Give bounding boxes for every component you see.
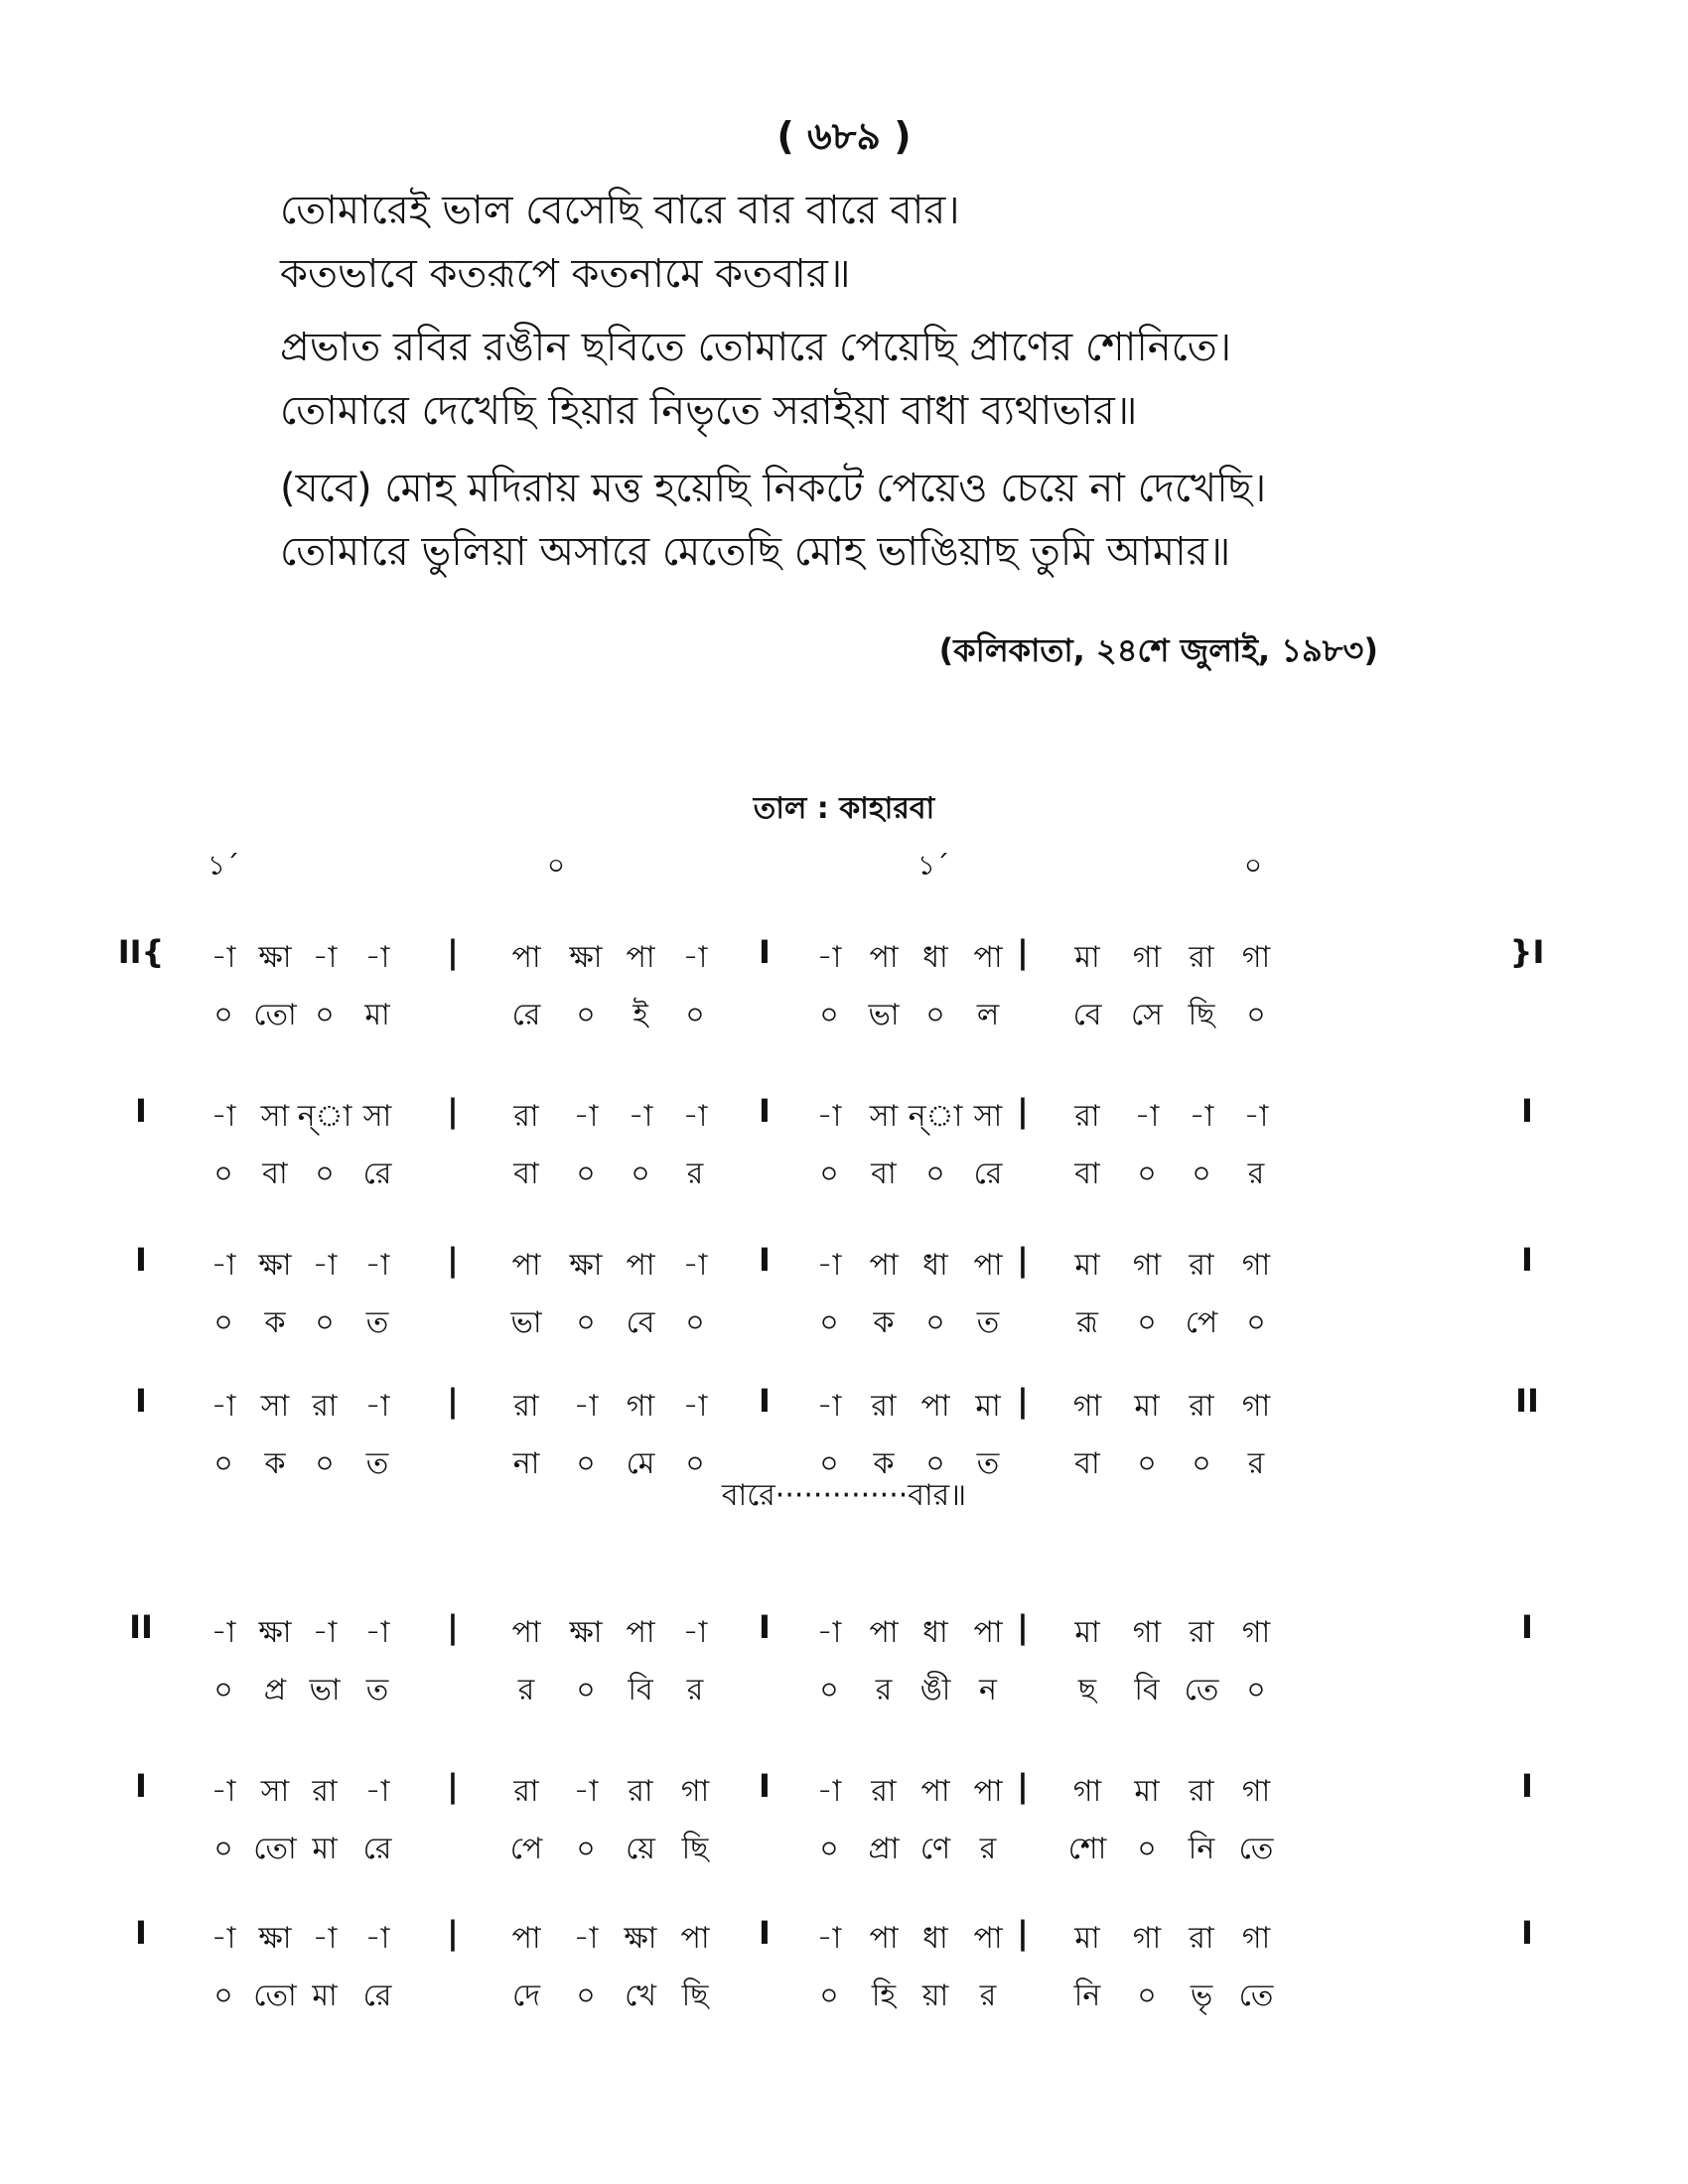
bar-start: I bbox=[135, 1092, 147, 1130]
bar-separator: | bbox=[447, 1767, 459, 1805]
note: মা bbox=[1074, 940, 1100, 975]
lyric-syllable: তো bbox=[253, 998, 297, 1032]
lyric-syllable: ক bbox=[873, 1446, 895, 1481]
note: -া bbox=[682, 1389, 708, 1424]
note: পা bbox=[511, 1921, 541, 1956]
lyric-syllable: ০ bbox=[213, 1673, 233, 1707]
bar-separator: | bbox=[447, 1241, 459, 1279]
lyric-syllable: ০ bbox=[576, 1157, 596, 1191]
lyric-syllable: ০ bbox=[315, 1305, 335, 1340]
lyric-syllable: ক bbox=[873, 1305, 895, 1340]
bar-separator: I bbox=[759, 1608, 771, 1646]
note: গা bbox=[1241, 940, 1271, 975]
lyric-syllable: ০ bbox=[685, 1446, 705, 1481]
lyric-syllable: ০ bbox=[819, 998, 839, 1032]
bar-separator: | bbox=[447, 1914, 459, 1952]
lyric-syllable: ০ bbox=[819, 1979, 839, 2013]
note: -া bbox=[1243, 1099, 1269, 1134]
lyric-syllable: রে bbox=[973, 1157, 1003, 1191]
note: -া bbox=[211, 1248, 236, 1283]
note: রা bbox=[1189, 1615, 1214, 1650]
note: -া bbox=[364, 940, 390, 975]
beat-mark: ০ bbox=[546, 849, 566, 882]
lyric-syllable: ০ bbox=[925, 1157, 945, 1191]
note: রা bbox=[312, 1389, 338, 1424]
note: পা bbox=[511, 940, 541, 975]
bar-end: }I bbox=[1509, 933, 1545, 971]
note: রা bbox=[513, 1389, 539, 1424]
bar-start: I bbox=[135, 1241, 147, 1279]
note: রা bbox=[871, 1774, 897, 1809]
lyric-syllable: ০ bbox=[576, 998, 596, 1032]
note: গা bbox=[1132, 1248, 1162, 1283]
note: সা bbox=[362, 1099, 392, 1134]
lyric-syllable: ত bbox=[976, 1446, 1000, 1481]
note: গা bbox=[680, 1774, 710, 1809]
lyric-syllable: তো bbox=[253, 1979, 297, 2013]
lyric-syllable: ০ bbox=[315, 998, 335, 1032]
lyric-syllable: ণে bbox=[919, 1832, 951, 1866]
note: -া bbox=[573, 1389, 599, 1424]
note: গা bbox=[1241, 1389, 1271, 1424]
note: ধা bbox=[922, 1248, 948, 1283]
note: রা bbox=[1189, 1248, 1214, 1283]
bar-separator: | bbox=[1017, 1914, 1029, 1952]
lyric-syllable: র bbox=[875, 1673, 893, 1707]
lyric-syllable: মা bbox=[312, 1979, 338, 2013]
poem-stanza-1 bbox=[280, 179, 1472, 306]
note: পা bbox=[511, 1615, 541, 1650]
lyric-syllable: ০ bbox=[315, 1446, 335, 1481]
note: -া bbox=[312, 1248, 338, 1283]
note: পা bbox=[973, 1921, 1003, 1956]
note: ধা bbox=[922, 940, 948, 975]
beat-marks bbox=[0, 844, 1688, 893]
note: -া bbox=[211, 940, 236, 975]
note: রা bbox=[1189, 940, 1214, 975]
note: -া bbox=[364, 1389, 390, 1424]
lyric-syllable: ক bbox=[264, 1305, 286, 1340]
lyric-syllable: বা bbox=[262, 1157, 288, 1191]
bar-end: I bbox=[1521, 1608, 1533, 1646]
note: ক্ষা bbox=[569, 1248, 603, 1283]
lyric-syllable: ০ bbox=[576, 1832, 596, 1866]
lyric-syllable: ০ bbox=[819, 1832, 839, 1866]
poem-line: তোমারে দেখেছি হিয়ার নিভৃতে সরাইয়া বাধা ব্যথাভার॥ bbox=[280, 388, 1138, 434]
note: -া bbox=[816, 1248, 842, 1283]
lyric-row bbox=[0, 1825, 1688, 1884]
lyric-syllable: হি bbox=[871, 1979, 897, 2013]
lyric-syllable: ০ bbox=[1137, 1832, 1157, 1866]
lyric-syllable: নি bbox=[1188, 1832, 1215, 1866]
lyric-syllable: ০ bbox=[925, 1446, 945, 1481]
lyric-syllable: ০ bbox=[925, 1305, 945, 1340]
note: -া bbox=[573, 1099, 599, 1134]
lyric-syllable: মা bbox=[364, 998, 390, 1032]
lyric-syllable: য়ে bbox=[626, 1832, 655, 1866]
note: পা bbox=[626, 1615, 655, 1650]
lyric-syllable: ০ bbox=[685, 998, 705, 1032]
lyric-syllable: বা bbox=[1074, 1446, 1100, 1481]
lyric-syllable: রে bbox=[362, 1157, 392, 1191]
bar-end: I bbox=[1521, 1092, 1533, 1130]
lyric-syllable: তে bbox=[1238, 1832, 1274, 1866]
bar-separator: I bbox=[759, 933, 771, 971]
bar-separator: | bbox=[447, 1608, 459, 1646]
note: পা bbox=[973, 1615, 1003, 1650]
note: ক্ষা bbox=[258, 1921, 292, 1956]
lyric-syllable: র bbox=[686, 1673, 704, 1707]
lyric-syllable: ভৃ bbox=[1190, 1979, 1213, 2013]
note: গা bbox=[1132, 1921, 1162, 1956]
note: -া bbox=[573, 1774, 599, 1809]
note: রা bbox=[871, 1389, 897, 1424]
lyric-row bbox=[0, 991, 1688, 1050]
lyric-syllable: প্রা bbox=[868, 1832, 900, 1866]
lyric-syllable: ন bbox=[979, 1673, 997, 1707]
lyric-syllable: ০ bbox=[213, 1979, 233, 2013]
lyric-syllable: য়া bbox=[921, 1979, 949, 2013]
lyric-syllable: ০ bbox=[213, 1305, 233, 1340]
note: মা bbox=[1134, 1389, 1160, 1424]
poem-line: প্রভাত রবির রঙীন ছবিতে তোমারে পেয়েছি প্রাণের শোনিতে। bbox=[280, 325, 1232, 370]
lyric-syllable: শো bbox=[1067, 1832, 1107, 1866]
bar-end: I bbox=[1521, 1241, 1533, 1279]
note: -া bbox=[312, 940, 338, 975]
note: মা bbox=[1074, 1615, 1100, 1650]
notation-row bbox=[0, 1382, 1688, 1441]
note: গা bbox=[1132, 1615, 1162, 1650]
lyric-syllable: তো bbox=[253, 1832, 297, 1866]
note: মা bbox=[975, 1389, 1001, 1424]
note: গা bbox=[1241, 1248, 1271, 1283]
bar-end: I bbox=[1521, 1914, 1533, 1952]
lyric-syllable: সে bbox=[1131, 998, 1163, 1032]
note: -া bbox=[211, 1921, 236, 1956]
note: পা bbox=[626, 940, 655, 975]
lyric-syllable: ত bbox=[365, 1446, 389, 1481]
lyric-syllable: রূ bbox=[1076, 1305, 1098, 1340]
lyric-syllable: ০ bbox=[1192, 1157, 1211, 1191]
note: মা bbox=[1074, 1921, 1100, 1956]
lyric-syllable: ০ bbox=[576, 1979, 596, 2013]
note: -া bbox=[682, 940, 708, 975]
note: রা bbox=[1189, 1389, 1214, 1424]
bar-separator: | bbox=[447, 933, 459, 971]
lyric-syllable: ০ bbox=[819, 1305, 839, 1340]
note: মা bbox=[1074, 1248, 1100, 1283]
note: পা bbox=[869, 1248, 899, 1283]
beat-mark: ১´ bbox=[916, 849, 950, 882]
notation-row bbox=[0, 1241, 1688, 1300]
lyric-row bbox=[0, 1150, 1688, 1209]
poem-line: তোমারেই ভাল বেসেছি বারে বার বারে বার। bbox=[280, 188, 960, 233]
note: পা bbox=[869, 940, 899, 975]
note: -া bbox=[816, 1774, 842, 1809]
bar-separator: | bbox=[1017, 1092, 1029, 1130]
lyric-syllable: ছি bbox=[1188, 998, 1215, 1032]
note: পা bbox=[869, 1615, 899, 1650]
lyric-syllable: পে bbox=[1185, 1305, 1218, 1340]
lyric-syllable: ০ bbox=[213, 1446, 233, 1481]
lyric-syllable: ০ bbox=[1192, 1446, 1211, 1481]
lyric-syllable: রে bbox=[511, 998, 541, 1032]
lyric-syllable: ক bbox=[264, 1446, 286, 1481]
note: -া bbox=[364, 1921, 390, 1956]
lyric-syllable: র bbox=[1247, 1446, 1265, 1481]
note: -া bbox=[312, 1921, 338, 1956]
note: রা bbox=[513, 1099, 539, 1134]
lyric-syllable: বে bbox=[1072, 998, 1102, 1032]
note: ক্ষা bbox=[258, 1615, 292, 1650]
note: -া bbox=[312, 1615, 338, 1650]
bar-separator: | bbox=[1017, 933, 1029, 971]
note: গা bbox=[1241, 1921, 1271, 1956]
poem-stanza-3 bbox=[280, 457, 1472, 584]
lyric-row bbox=[0, 1666, 1688, 1725]
bar-separator: | bbox=[1017, 1382, 1029, 1420]
lyric-syllable: ভা bbox=[309, 1673, 341, 1707]
note: ক্ষা bbox=[624, 1921, 657, 1956]
lyric-syllable: তে bbox=[1184, 1673, 1219, 1707]
notation-row bbox=[0, 933, 1688, 993]
lyric-syllable: র bbox=[979, 1832, 997, 1866]
lyric-syllable: বে bbox=[626, 1305, 655, 1340]
lyric-syllable: রে bbox=[362, 1979, 392, 2013]
note: -া bbox=[1189, 1099, 1214, 1134]
bar-separator: | bbox=[447, 1382, 459, 1420]
lyric-syllable: ০ bbox=[685, 1305, 705, 1340]
lyric-syllable: ০ bbox=[1137, 1446, 1157, 1481]
lyric-syllable: মা bbox=[312, 1832, 338, 1866]
lyric-syllable: পে bbox=[509, 1832, 543, 1866]
lyric-syllable: ০ bbox=[1246, 998, 1266, 1032]
lyric-syllable: না bbox=[512, 1446, 540, 1481]
lyric-syllable: বা bbox=[1074, 1157, 1100, 1191]
lyric-syllable: ০ bbox=[1246, 1305, 1266, 1340]
note: -া bbox=[211, 1774, 236, 1809]
lyric-syllable: ০ bbox=[819, 1673, 839, 1707]
note: গা bbox=[626, 1389, 655, 1424]
note: মা bbox=[1134, 1774, 1160, 1809]
note: -া bbox=[1134, 1099, 1160, 1134]
lyric-syllable: ত bbox=[365, 1305, 389, 1340]
bar-separator: I bbox=[759, 1092, 771, 1130]
poem-line: (যবে) মোহ মদিরায় মত্ত হয়েছি নিকটে পেয়েও চেয়ে না দেখেছি। bbox=[280, 466, 1267, 511]
note: পা bbox=[920, 1774, 950, 1809]
lyric-syllable: ০ bbox=[1137, 1157, 1157, 1191]
note: রা bbox=[1074, 1099, 1100, 1134]
bar-start: I bbox=[135, 1914, 147, 1952]
note: ক্ষা bbox=[258, 1248, 292, 1283]
lyric-syllable: তে bbox=[1238, 1979, 1274, 2013]
bar-start: I bbox=[135, 1767, 147, 1805]
lyric-syllable: ছি bbox=[681, 1832, 709, 1866]
lyric-row bbox=[0, 1972, 1688, 2031]
note: -া bbox=[682, 1099, 708, 1134]
lyric-syllable: প্র bbox=[263, 1673, 287, 1707]
note: ক্ষা bbox=[569, 1615, 603, 1650]
lyric-syllable: ০ bbox=[1246, 1673, 1266, 1707]
note: পা bbox=[973, 1248, 1003, 1283]
lyric-syllable: ০ bbox=[1137, 1305, 1157, 1340]
note: -া bbox=[364, 1248, 390, 1283]
poem-line: কতভাবে কতরূপে কতনামে কতবার॥ bbox=[280, 251, 851, 297]
note: গা bbox=[1132, 940, 1162, 975]
lyric-syllable: ত bbox=[365, 1673, 389, 1707]
bar-separator: I bbox=[759, 1914, 771, 1952]
bar-separator: I bbox=[759, 1767, 771, 1805]
note: পা bbox=[973, 940, 1003, 975]
lyric-syllable: ০ bbox=[213, 998, 233, 1032]
note: পা bbox=[920, 1389, 950, 1424]
lyric-syllable: র bbox=[979, 1979, 997, 2013]
lyric-syllable: ভা bbox=[868, 998, 900, 1032]
note: সা bbox=[973, 1099, 1003, 1134]
note: -া bbox=[573, 1921, 599, 1956]
lyric-syllable: বি bbox=[1134, 1673, 1160, 1707]
note: -া bbox=[628, 1099, 653, 1134]
note: -া bbox=[816, 1615, 842, 1650]
lyric-syllable: ০ bbox=[819, 1157, 839, 1191]
lyric-syllable: ০ bbox=[213, 1832, 233, 1866]
note: -া bbox=[816, 1389, 842, 1424]
lyric-syllable: ০ bbox=[1137, 1979, 1157, 2013]
note: ক্ষা bbox=[569, 940, 603, 975]
beat-mark: ০ bbox=[1243, 849, 1263, 882]
lyric-syllable: ত bbox=[976, 1305, 1000, 1340]
poem-line: তোমারে ভুলিয়া অসারে মেতেছি মোহ ভাঙিয়াছ তুমি আমার॥ bbox=[280, 529, 1231, 575]
lyric-syllable: ল bbox=[976, 998, 1000, 1032]
lyric-syllable: মে bbox=[626, 1446, 655, 1481]
note: রা bbox=[1189, 1921, 1214, 1956]
lyric-syllable: র bbox=[1247, 1157, 1265, 1191]
lyric-syllable: ০ bbox=[819, 1446, 839, 1481]
note: সা bbox=[260, 1099, 290, 1134]
lyric-syllable: দে bbox=[512, 1979, 540, 2013]
note: -া bbox=[211, 1389, 236, 1424]
note: -া bbox=[682, 1248, 708, 1283]
lyric-syllable: ছ bbox=[1077, 1673, 1097, 1707]
lyric-syllable: ০ bbox=[576, 1446, 596, 1481]
lyric-syllable: নি bbox=[1073, 1979, 1101, 2013]
notation-row bbox=[0, 1092, 1688, 1152]
note: -া bbox=[816, 940, 842, 975]
lyric-syllable: রে bbox=[362, 1832, 392, 1866]
note: ন্া bbox=[908, 1099, 963, 1134]
note: -া bbox=[364, 1774, 390, 1809]
beat-mark: ১´ bbox=[207, 849, 240, 882]
place-date: (কলিকাতা, ২৪শে জুলাই, ১৯৮৩) bbox=[938, 631, 1378, 669]
bar-separator: I bbox=[759, 1382, 771, 1420]
notation-row bbox=[0, 1767, 1688, 1827]
note: ক্ষা bbox=[258, 940, 292, 975]
note: -া bbox=[211, 1615, 236, 1650]
bar-end: II bbox=[1515, 1382, 1539, 1420]
note: সা bbox=[260, 1774, 290, 1809]
lyric-syllable: ০ bbox=[576, 1673, 596, 1707]
lyric-syllable: খে bbox=[625, 1979, 656, 2013]
lyric-syllable: ভা bbox=[510, 1305, 542, 1340]
bar-separator: | bbox=[447, 1092, 459, 1130]
lyric-syllable: ০ bbox=[315, 1157, 335, 1191]
lyric-syllable: র bbox=[517, 1673, 535, 1707]
note: সা bbox=[869, 1099, 899, 1134]
bar-separator: | bbox=[1017, 1241, 1029, 1279]
lyric-syllable: র bbox=[686, 1157, 704, 1191]
tala-heading: তাল : কাহারবা bbox=[753, 791, 935, 826]
bar-start: II{ bbox=[117, 933, 165, 971]
note: -া bbox=[816, 1099, 842, 1134]
bar-start: II bbox=[129, 1608, 153, 1646]
note: ন্া bbox=[297, 1099, 352, 1134]
note: সা bbox=[260, 1389, 290, 1424]
lyric-syllable: ০ bbox=[631, 1157, 650, 1191]
lyric-syllable: বি bbox=[628, 1673, 653, 1707]
lyric-syllable: বা bbox=[871, 1157, 897, 1191]
note: রা bbox=[513, 1774, 539, 1809]
notation-row bbox=[0, 1608, 1688, 1668]
note: -া bbox=[816, 1921, 842, 1956]
note: পা bbox=[680, 1921, 710, 1956]
note: ধা bbox=[922, 1921, 948, 1956]
poem-stanza-2 bbox=[280, 316, 1472, 443]
note: -া bbox=[682, 1615, 708, 1650]
notation-row bbox=[0, 1914, 1688, 1974]
bar-separator: I bbox=[759, 1241, 771, 1279]
lyric-syllable: ০ bbox=[925, 998, 945, 1032]
note: গা bbox=[1072, 1774, 1102, 1809]
note: -া bbox=[364, 1615, 390, 1650]
note: পা bbox=[511, 1248, 541, 1283]
note: গা bbox=[1241, 1615, 1271, 1650]
note: পা bbox=[869, 1921, 899, 1956]
note: রা bbox=[628, 1774, 653, 1809]
note: ধা bbox=[922, 1615, 948, 1650]
lyric-row bbox=[0, 1298, 1688, 1358]
lyric-syllable: ছি bbox=[681, 1979, 709, 2013]
repeat-text: বারে··············বার॥ bbox=[721, 1478, 967, 1513]
lyric-syllable: ই bbox=[633, 998, 648, 1032]
bar-start: I bbox=[135, 1382, 147, 1420]
note: -া bbox=[211, 1099, 236, 1134]
lyric-syllable: ০ bbox=[576, 1305, 596, 1340]
note: রা bbox=[1189, 1774, 1214, 1809]
bar-end: I bbox=[1521, 1767, 1533, 1805]
bar-separator: | bbox=[1017, 1767, 1029, 1805]
bar-separator: | bbox=[1017, 1608, 1029, 1646]
lyric-syllable: বা bbox=[513, 1157, 539, 1191]
note: পা bbox=[626, 1248, 655, 1283]
note: গা bbox=[1241, 1774, 1271, 1809]
note: পা bbox=[973, 1774, 1003, 1809]
page-number: ( ৬৮৯ ) bbox=[776, 114, 912, 158]
note: রা bbox=[312, 1774, 338, 1809]
lyric-syllable: ০ bbox=[213, 1157, 233, 1191]
note: গা bbox=[1072, 1389, 1102, 1424]
lyric-syllable: ঙী bbox=[919, 1673, 951, 1707]
